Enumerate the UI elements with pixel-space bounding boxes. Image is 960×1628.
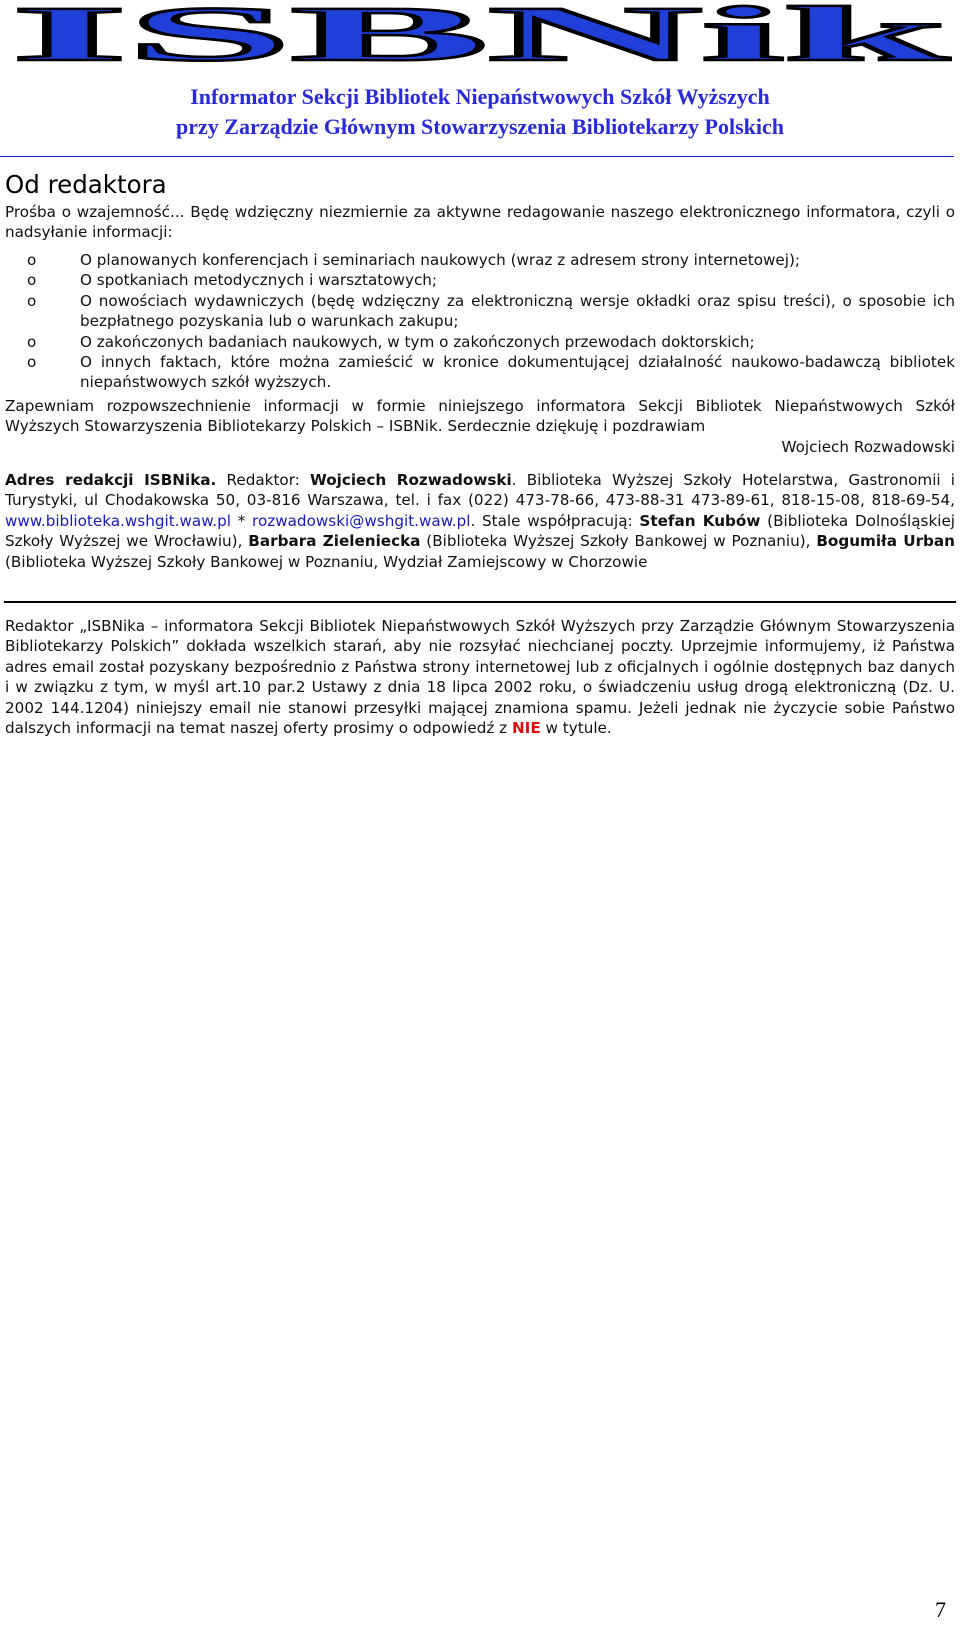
email-link[interactable]: rozwadowski@wshgit.waw.pl bbox=[252, 511, 471, 530]
list-item-text: O planowanych konferencjach i seminariach naukowych (wraz z adresem strony internetowej); bbox=[80, 251, 801, 269]
address-details: . Biblioteka Wyższej Szkoły Hotelarstwa, Gastronomii i Turystyki, ul Chodakowska 50, 03-816 Warszawa, tel. i fax (022) 473-78-66, 473-88-31 473-89-61, 818-15-08, 818-69-54, bbox=[5, 471, 956, 510]
logo-text: ISBNik bbox=[12, 2, 951, 66]
list-item bbox=[5, 291, 955, 332]
page-number: 7 bbox=[935, 1597, 946, 1622]
intro-paragraph: Prośba o wzajemność... Będę wdzięczny niezmiernie za aktywne redagowanie naszego elektronicznego informatora, czyli o nadsyłanie informacji: bbox=[5, 203, 955, 242]
privacy-note-text: Redaktor „ISBNika – informatora Sekcji Bibliotek Niepaństwowych Szkół Wyższych przy Zarządzie Głównym Stowarzyszenia Bibliotekarzy Polskich” dokłada wszelkich starań, aby nie rozsyłać niechcianej poczty. Uprzejmie informujemy, iż Państwa adres email został pozyskany bezpośrednio z Państwa strony internetowej lub z oficjalnych i ogólnie dostępnych baz danych i w związku z tym, w myśl art.10 par.2 Ustawy z dnia 18 lipca 2002 roku, o świadczeniu usług drogą elektroniczną (Dz. U. 2002 144.1204) niniejszy email nie stanowi przesyłki mającej znamiona spamu. Jeżeli jednak nie życzycie sobie Państwo dalszych informacji na temat naszej oferty prosimy o odpowiedź z bbox=[5, 617, 955, 738]
list-item bbox=[5, 270, 955, 290]
editor-prefix: Redaktor: bbox=[216, 471, 310, 489]
bullet-icon: o bbox=[27, 353, 37, 372]
list-item-text: O zakończonych badaniach naukowych, w tym o zakończonych przewodach doktorskich; bbox=[80, 332, 755, 351]
bullet-icon: o bbox=[27, 291, 37, 310]
website-link[interactable]: www.biblioteka.wshgit.waw.pl bbox=[5, 511, 231, 530]
privacy-note bbox=[5, 616, 955, 738]
list-item bbox=[5, 250, 955, 270]
section-title: Od redaktora bbox=[5, 170, 167, 199]
info-request-list bbox=[5, 250, 955, 393]
header-subtitle-line1: Informator Sekcji Bibliotek Niepaństwowych Szkół Wyższych bbox=[190, 84, 770, 109]
isbnik-logo bbox=[8, 2, 952, 66]
list-item bbox=[5, 332, 955, 352]
footer-divider bbox=[4, 601, 956, 603]
editorial-address bbox=[5, 470, 955, 572]
list-item-text: O innych faktach, które można zamieścić w kronice dokumentującej działalność naukowo-badawczą bibliotek niepaństwowych szkół wyższych. bbox=[80, 353, 955, 392]
collaborator-name: Stefan Kubów bbox=[639, 511, 761, 530]
privacy-note-suffix: w tytule. bbox=[540, 719, 612, 738]
list-item-text: O spotkaniach metodycznych i warsztatowych; bbox=[80, 271, 438, 290]
header-divider bbox=[0, 156, 954, 157]
address-label: Adres redakcji ISBNika. bbox=[5, 471, 217, 489]
collaborator-affiliation: (Biblioteka Wyższej Szkoły Bankowej w Poznaniu), bbox=[420, 532, 817, 551]
editor-name: Wojciech Rozwadowski bbox=[309, 471, 512, 489]
list-item bbox=[5, 352, 955, 393]
header-subtitle-line2: przy Zarządzie Głównym Stowarzyszenia Bibliotekarzy Polskich bbox=[176, 114, 784, 139]
closing-paragraph: Zapewniam rozpowszechnienie informacji w formie niniejszego informatora Sekcji Bibliotek Niepaństwowych Szkół Wyższych Stowarzyszenia Bibliotekarzy Polskich – ISBNik. Serdecznie dziękuję i pozdrawiam bbox=[5, 397, 955, 436]
collaborator-name: Barbara Zieleniecka bbox=[248, 532, 421, 551]
collaborators-prefix: . Stale współpracują: bbox=[470, 511, 640, 530]
bullet-icon: o bbox=[27, 251, 37, 269]
list-item-text: O nowościach wydawniczych (będę wdzięczny za elektroniczną wersje okładki oraz spisu treści), o sposobie ich bezpłatnego pozyskania lub o warunkach zakupu; bbox=[80, 291, 955, 331]
collaborator-affiliation: (Biblioteka Wyższej Szkoły Bankowej w Poznaniu, Wydział Zamiejscowy w Chorzowie bbox=[5, 552, 648, 571]
collaborator-name: Bogumiła Urban bbox=[816, 532, 955, 551]
unsubscribe-keyword: NIE bbox=[511, 719, 541, 738]
bullet-icon: o bbox=[27, 332, 37, 351]
signature: Wojciech Rozwadowski bbox=[781, 438, 955, 456]
link-separator: * bbox=[230, 511, 253, 530]
collaborator-affiliation: (Biblioteka Dolnośląskiej Szkoły Wyższej we Wrocławiu), bbox=[5, 511, 956, 551]
bullet-icon: o bbox=[27, 271, 37, 290]
